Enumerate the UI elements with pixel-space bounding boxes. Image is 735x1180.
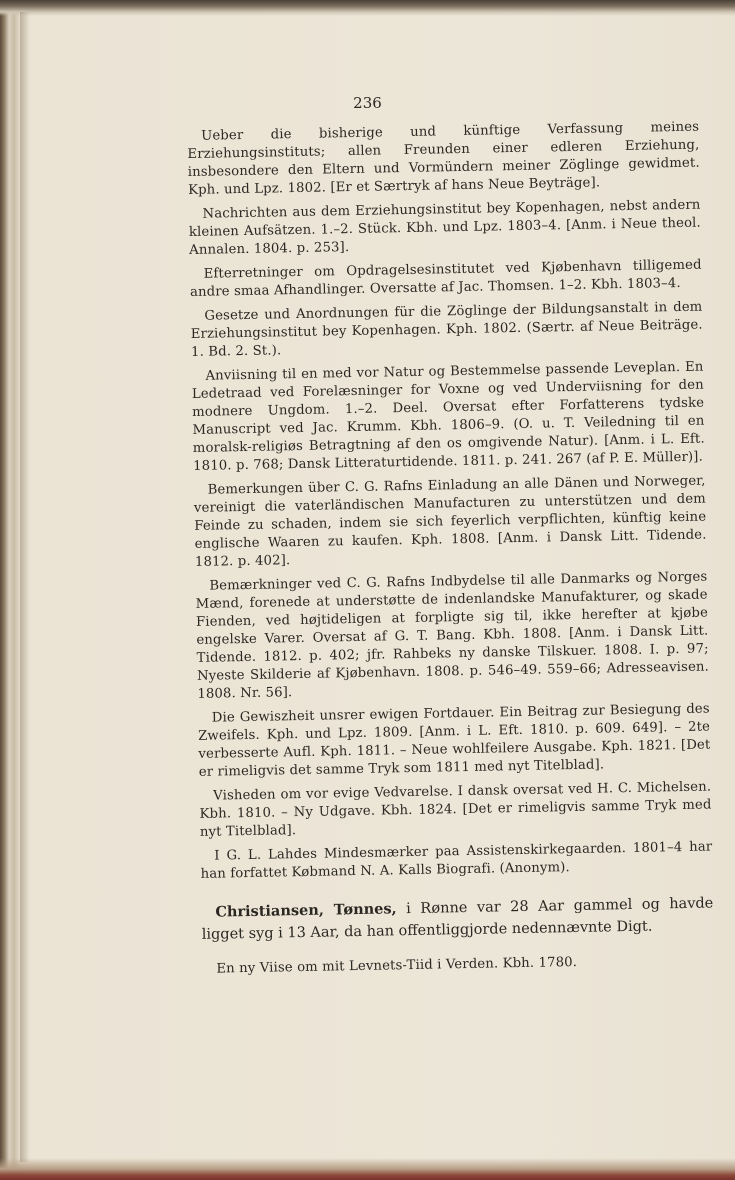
bibliography-entry: En ny Viise om mit Levnets-Tiid i Verden. Kbh. 1780. [216,954,578,977]
bibliography-entry: Nachrichten aus dem Erziehungsinstitut bey Kopenhagen, nebst andern kleinen Aufsätzen. 1.–2. Stück. Kbh. und Lpz. 1803–4. [Anm. i Neue theol. Annalen. 1804. p. 253]. [188,197,701,258]
bibliography-entry: Die Gewiszheit unsrer ewigen Fortdauer. Ein Beitrag zur Besiegung des Zweifels. Kph. und Lpz. 1809. [Anm. i L. Eft. 1810. p. 609. 649]. – 2te verbesserte Aufl. Kph. 1811. – Neue wohlfeilere Ausgabe. Kph. 1821. [Det er rimeligvis det samme Tryk som 1811 med nyt Titelblad]. [198,701,711,780]
bibliography-entry: Bemerkungen über C. G. Rafns Einladung an alle Dänen und Norweger, vereinigt die vaterländischen Manufacturen zu unterstützen und dem Feinde zu schaden, indem sie sich feyerlich verpflichten, künftig keine englische Waaren zu kaufen. Kph. 1808. [Anm. i Dansk Litt. Tidende. 1812. p. 402]. [193,473,707,570]
author-description: i Rønne var 28 Aar gammel og havde ligget syg i 13 Aar, da han offentliggjorde nedennævnte Digt. [201,895,714,943]
author-heading [201,892,714,945]
bibliography-content [187,119,715,985]
bibliography-entry: Anviisning til en med vor Natur og Bestemmelse passende Leveplan. En Ledetraad ved Forelæsninger for Voxne og ved Underviisning for den modnere Ungdom. 1.–2. Deel. Oversat efter Forfatterens tydske Manuscript ved Jac. Krumm. Kbh. 1806–9. (O. u. T. Veiledning til en moralsk-religiøs Betragtning af den os omgivende Natur). [Anm. i L. Eft. 1810. p. 768; Dansk Litteraturtidende. 1811. p. 241. 267 (af P. E. Müller)]. [191,359,705,474]
bibliography-entry: I G. L. Lahdes Mindesmærker paa Assistenskirkegaarden. 1801–4 har han forfattet Købmand N. A. Kalls Biografi. (Anonym). [200,839,713,882]
page-number: 236 [353,94,382,112]
bibliography-entry: Gesetze und Anordnungen für die Zöglinge der Bildungsanstalt in dem Erziehungsinstitut bey Kopenhagen. Kph. 1802. (Særtr. af Neue Beiträge. 1. Bd. 2. St.). [190,299,703,360]
page-bottom-edge [0,1158,735,1180]
author-name: Christiansen, Tønnes, [215,900,397,921]
bibliography-entry: Ueber die bisherige und künftige Verfassung meines Erziehungsinstituts; allen Freunden einer edleren Erziehung, insbesondere den Eltern und Vormündern meiner Zöglinge gewidmet. Kph. und Lpz. 1802. [Er et Særtryk af hans Neue Beyträge]. [187,119,700,198]
bibliography-entry: Efterretninger om Opdragelsesinstitutet ved Kjøbenhavn tilligemed andre smaa Afhandlinger. Oversatte af Jac. Thomsen. 1–2. Kbh. 1803–4. [189,257,702,300]
bibliography-entry: Bemærkninger ved C. G. Rafns Indbydelse til alle Danmarks og Norges Mænd, forenede at understøtte de indenlandske Manufakturer, og skade Fienden, ved højtideligen at forpligte sig til, ikke herefter at kjøbe engelske Varer. Oversat af G. T. Bang. Kbh. 1808. [Anm. i Dansk Litt. Tidende. 1812. p. 402; jfr. Rahbeks ny danske Tilskuer. 1808. I. p. 97; Nyeste Skilderie af Kjøbenhavn. 1808. p. 546–49. 559–66; Adresseavisen. 1808. Nr. 56]. [195,569,710,702]
bibliography-entry: Visheden om vor evige Vedvarelse. I dansk oversat ved H. C. Michelsen. Kbh. 1810. – Ny Udgave. Kbh. 1824. [Det er rimeligvis samme Tryk med nyt Titelblad]. [199,779,712,840]
